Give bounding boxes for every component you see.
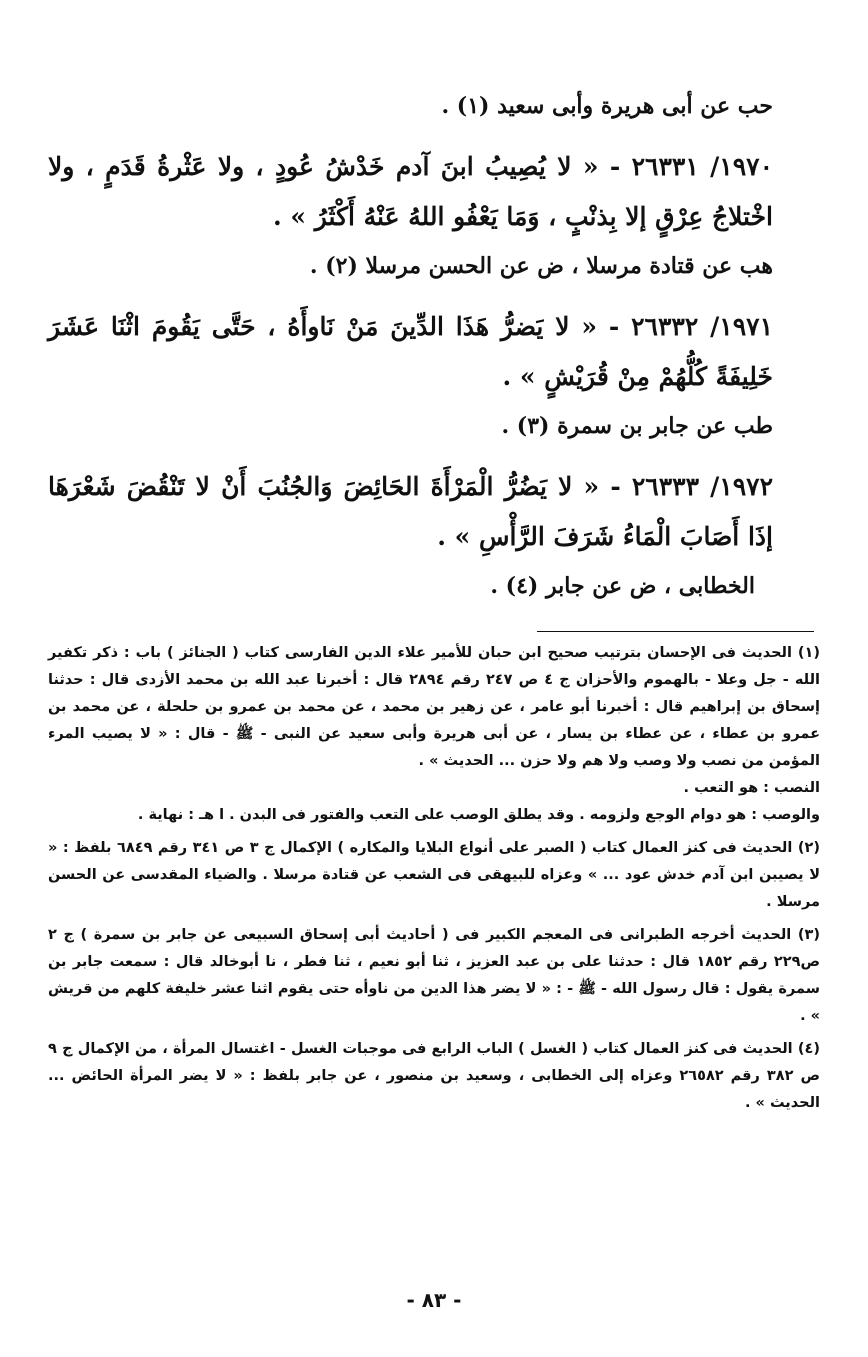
- hadith-1970: ١٩٧٠/ ٢٦٣٣١ - « لا يُصِيبُ ابنَ آدم خَدْشُ عُودٍ ، ولا عَثْرةُ قَدَمٍ ، ولا اخْتلاجُ عِرْقٍ إلا بِذنْبٍ ، وَمَا يَعْفُو اللهُ عَنْهُ أَكْثَرُ » .: [48, 152, 773, 231]
- footnote-text: الحديث فى الإحسان بترتيب صحيح ابن حبان للأمير علاء الدين الفارسى كتاب ( الجنائز ) باب : ذكر تكفير الله - جل وعلا - بالهموم والأحزان ج ٤ ص ٢٤٧ رقم ٢٨٩٤ قال : أخبرنا عبد الله بن محمد الأزدى قال : حدثنا إسحاق بن إبراهيم قال : أخبرنا أبو عامر ، عن زهير بن محمد ، عن محمد بن عمرو بن حلحلة ، عن محمد بن عمرو بن عطاء ، عن عطاء بن يسار ، عن أبى هريرة وأبى سعيد عن النبى - ﷺ - قال : « لا يصيب المرء المؤمن من نصب ولا وصب ولا هم ولا حزن ... الحديث » .: [48, 645, 821, 769]
- main-text: [48, 86, 773, 622]
- hadith-1972: ١٩٧٢/ ٢٦٣٣٣ - « لا يَضُرُّ الْمَرْأَةَ الحَائِضَ وَالجُنُبَ أَنْ لا تَنْقُضَ شَعْرَهَا إذَا أَصَابَ الْمَاءُ شَرَفَ الرَّأْسِ » .: [48, 472, 773, 551]
- source-line-1: حب عن أبى هريرة وأبى سعيد (١) .: [441, 93, 773, 119]
- footnote-text: الحديث فى كنز العمال كتاب ( الصبر على أنواع البلايا والمكاره ) الإكمال ج ٣ ص ٣٤١ رقم ٦٨٤٩ بلفظ : « لا يصيبن ابن آدم خدش عود ... » وعزاه للبيهقى فى الشعب عن قتادة مرسلا . والضياء المقدسى عن الحسن مرسلا .: [48, 840, 820, 910]
- page-number: - ٨٣ -: [406, 1288, 462, 1312]
- footnote-2: [48, 835, 820, 916]
- source-line-3: طب عن جابر بن سمرة (٣) .: [501, 413, 773, 439]
- footnote-marker: (٢): [797, 840, 820, 856]
- footnote-marker: (١): [797, 645, 820, 661]
- hadith-1971: ١٩٧١/ ٢٦٣٣٢ - « لا يَضرُّ هَذَا الدِّينَ مَنْ نَاوأَهُ ، حَتَّى يَقُومَ اثْنَا عَشَرَ خَلِيفَةً كُلُّهُمْ مِنْ قُرَيْشٍ » .: [48, 312, 773, 391]
- footnote-marker: (٣): [797, 927, 820, 943]
- footnote-marker: (٤): [797, 1041, 820, 1057]
- footnote-note: النصب : هو التعب .: [683, 780, 820, 796]
- footnotes: [48, 640, 820, 1123]
- footnote-text: الحديث فى كنز العمال كتاب ( الغسل ) الباب الرابع فى موجبات الغسل - اغتسال المرأة ، من الإكمال ج ٩ ص ٣٨٢ رقم ٢٦٥٨٢ وعزاه إلى الخطابى ، وسعيد بن منصور ، عن جابر بلفظ : « لا يضر المرأة الحائض ... الحديث » .: [48, 1041, 820, 1111]
- footnote-3: [48, 922, 820, 1030]
- footnote-divider: [537, 631, 814, 632]
- footnote-4: [48, 1036, 820, 1117]
- footnote-text: الحديث أخرجه الطبرانى فى المعجم الكبير فى ( أحاديث أبى إسحاق السبيعى عن جابر بن سمرة ) ج ٢ ص٢٢٩ رقم ١٨٥٢ قال : حدثنا على بن عبد العزيز ، ثنا أبو نعيم ، ثنا فطر ، نا أبوخالد قال : سمعت جابر بن سمرة يقول : قال رسول الله - ﷺ - : « لا يضر هذا الدين من ناوأه حتى يقوم اثنا عشر خليفة كلهم من قريش » .: [48, 927, 820, 1024]
- footnote-note: والوصب : هو دوام الوجع ولزومه . وقد يطلق الوصب على التعب والفتور فى البدن . ا هـ : نهاية .: [137, 807, 820, 823]
- source-line-4: الخطابى ، ض عن جابر (٤) .: [490, 573, 755, 599]
- footnote-1: [48, 640, 820, 829]
- source-line-2: هب عن قتادة مرسلا ، ض عن الحسن مرسلا (٢) .: [309, 253, 773, 279]
